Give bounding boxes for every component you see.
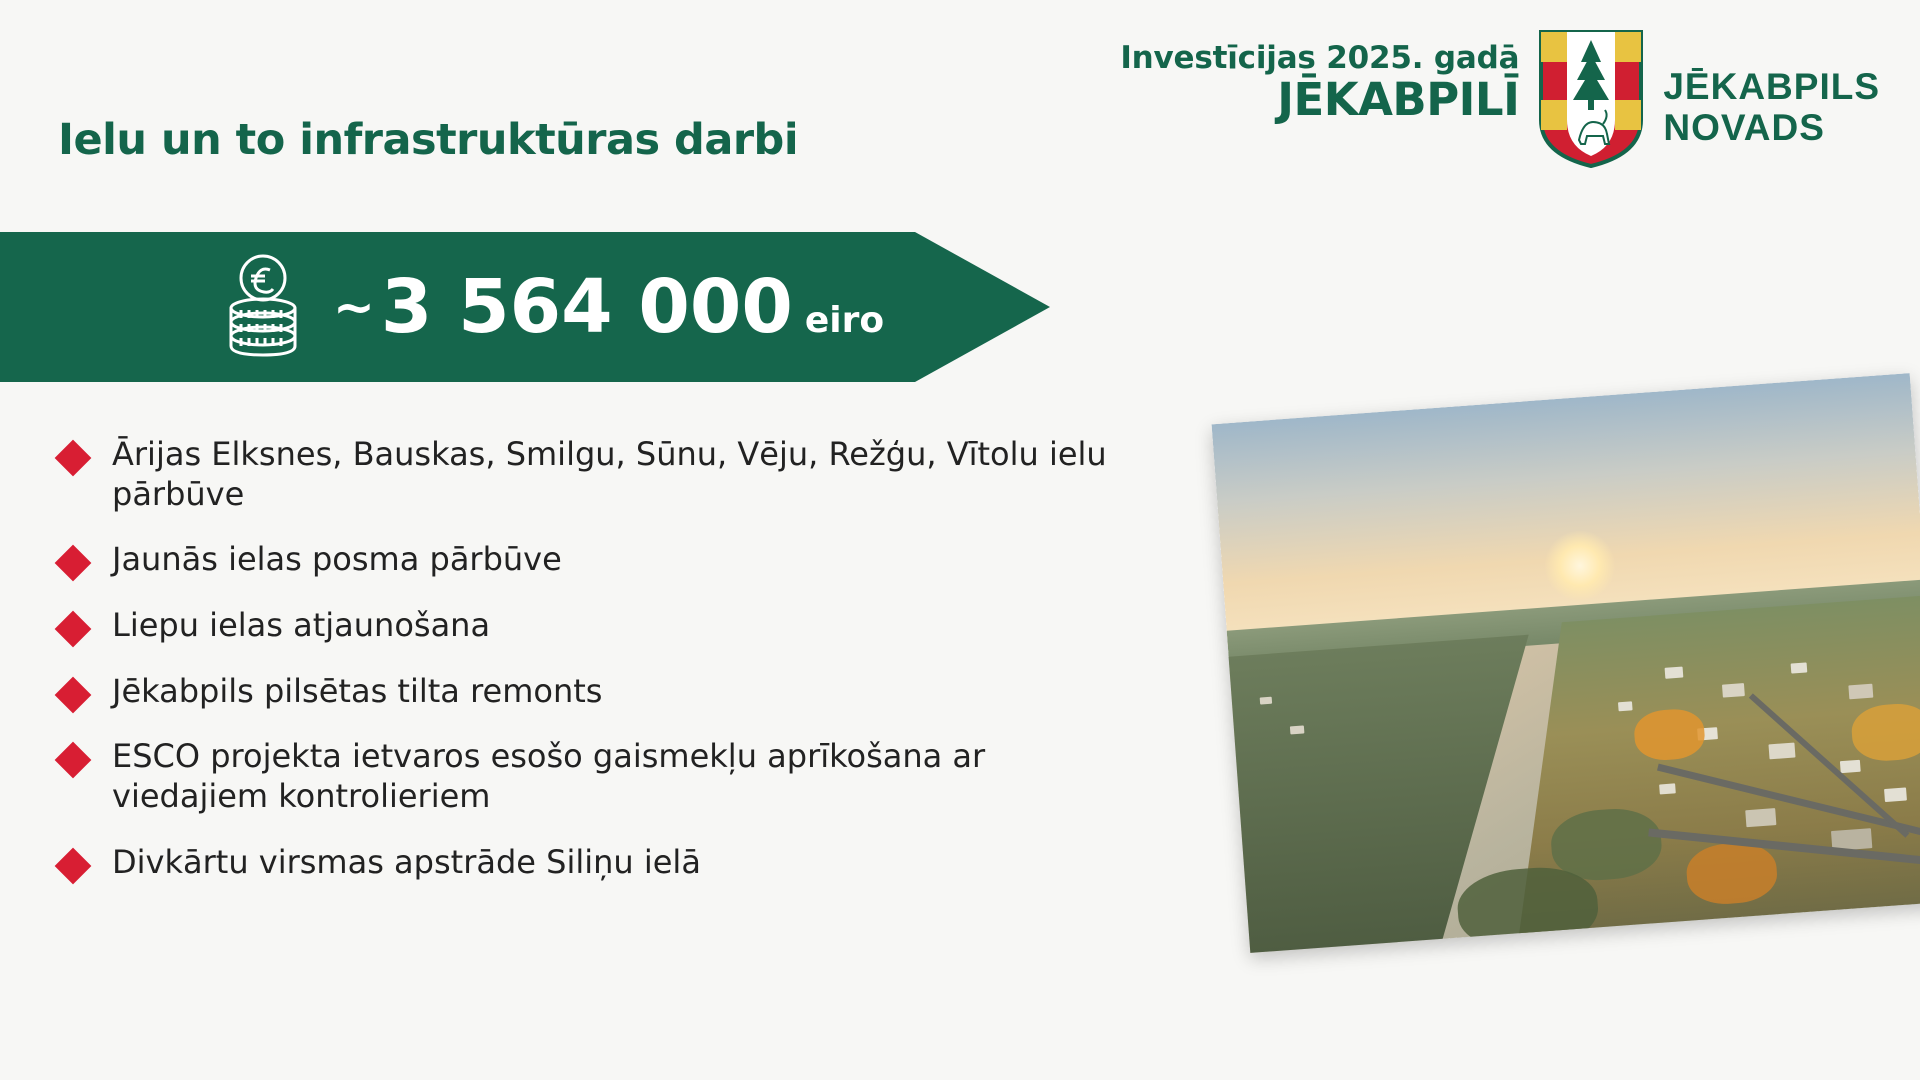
diamond-bullet-icon <box>55 742 92 779</box>
investments-year-label: Investīcijas 2025. gadā <box>1120 40 1520 76</box>
diamond-bullet-icon <box>55 676 92 713</box>
amount-display <box>333 264 885 350</box>
euro-coins-stack-icon <box>215 252 311 362</box>
list-item-label: ESCO projekta ietvaros esošo gaismekļu aprīkošana ar viedajiem kontrolieriem <box>112 737 986 816</box>
investments-heading <box>1120 28 1520 126</box>
approx-symbol: ~ <box>333 278 375 336</box>
header-branding <box>1120 28 1880 170</box>
list-item <box>60 737 1150 816</box>
diamond-bullet-icon <box>55 545 92 582</box>
aerial-photo <box>1212 373 1920 953</box>
page-title: Ielu un to infrastruktūras darbi <box>58 115 799 165</box>
brand-name <box>1663 28 1880 149</box>
list-item <box>60 540 1150 580</box>
amount-value: 3 564 000 <box>380 264 793 350</box>
brand-line-1: JĒKABPILS <box>1663 66 1880 107</box>
bottom-strip <box>0 1070 1920 1080</box>
list-item-label: Divkārtu virsmas apstrāde Siliņu ielā <box>112 842 701 881</box>
aerial-photo-canvas <box>1212 373 1920 953</box>
list-item <box>60 672 1150 712</box>
currency-label: eiro <box>804 300 885 341</box>
diamond-bullet-icon <box>55 847 92 884</box>
investment-amount-banner <box>0 232 1050 382</box>
investments-city-label: JĒKABPILĪ <box>1277 73 1520 126</box>
projects-list <box>60 435 1150 908</box>
list-item <box>60 843 1150 883</box>
diamond-bullet-icon <box>55 611 92 648</box>
list-item-label: Jēkabpils pilsētas tilta remonts <box>112 671 603 710</box>
list-item <box>60 606 1150 646</box>
list-item <box>60 435 1150 514</box>
list-item-label: Ārijas Elksnes, Bauskas, Smilgu, Sūnu, Vēju, Režģu, Vītolu ielu pārbūve <box>112 435 1107 513</box>
diamond-bullet-icon <box>55 440 92 477</box>
list-item-label: Liepu ielas atjaunošana <box>112 606 491 645</box>
list-item-label: Jaunās ielas posma pārbūve <box>112 540 562 579</box>
brand-line-2: NOVADS <box>1663 107 1825 149</box>
jekabpils-coat-of-arms-icon <box>1537 28 1645 170</box>
